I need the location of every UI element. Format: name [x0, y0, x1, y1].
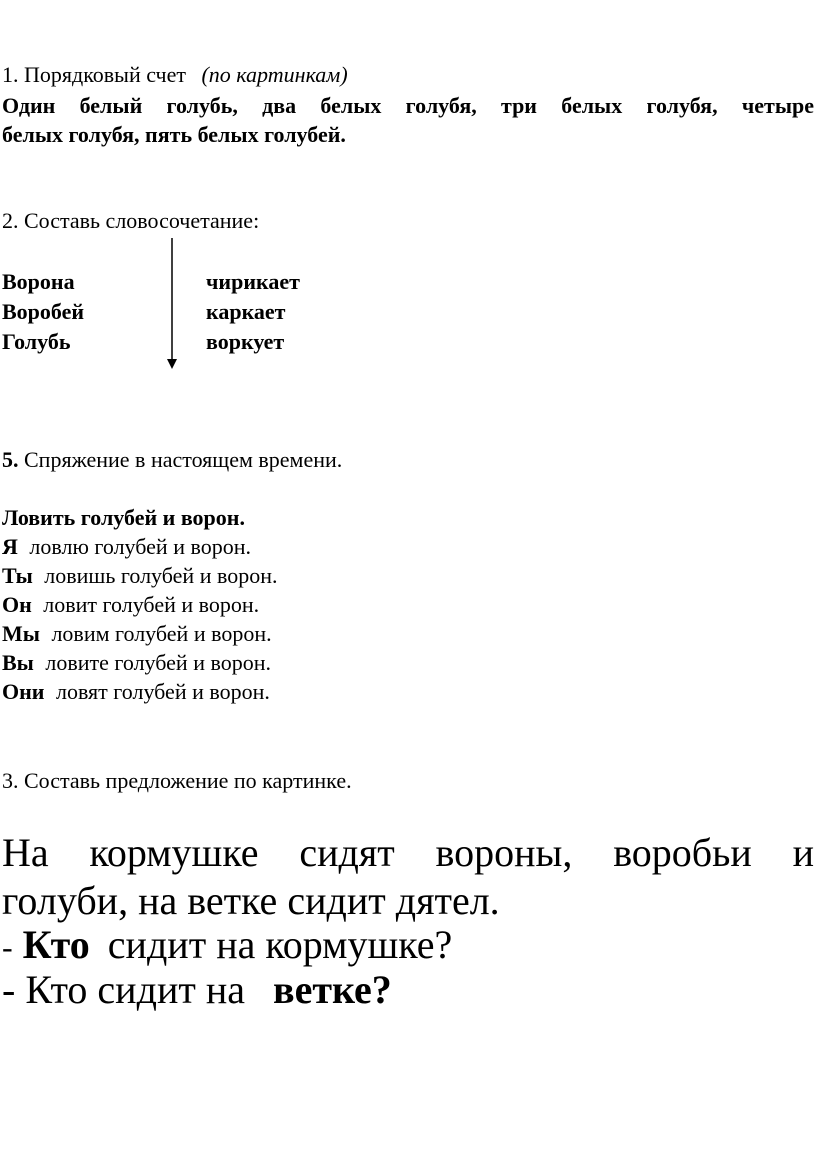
- down-arrow-icon: [164, 238, 180, 370]
- question-2-start: - Кто сидит на: [2, 967, 245, 1012]
- conjugation-phrase: ловит голубей и ворон.: [43, 592, 260, 617]
- conjugation-phrase: ловите голубей и ворон.: [45, 650, 271, 675]
- sentence-line2: голуби, на ветке сидит дятел.: [2, 878, 500, 923]
- conjugation-pronoun: Мы: [2, 621, 40, 646]
- section3-heading: 3. Составь предложение по картинке.: [2, 768, 352, 793]
- section1-text-line1: Один белый голубь, два белых голубя, три белых голубя, четыре: [2, 93, 814, 118]
- conjugation-row: [2, 681, 270, 703]
- section2-left-word-2: Воробей: [2, 299, 85, 324]
- question-1-bold: Кто: [22, 922, 90, 967]
- section2-left-word-3: Голубь: [2, 329, 71, 354]
- conjugation-pronoun: Вы: [2, 650, 34, 675]
- question-1-rest: сидит на кормушке?: [107, 922, 453, 967]
- section5-heading: [2, 449, 342, 471]
- conjugation-row: [2, 565, 277, 587]
- question-2-bold: ветке?: [273, 967, 392, 1012]
- conjugation-phrase: ловят голубей и ворон.: [55, 679, 270, 704]
- question-2: [2, 967, 392, 1012]
- section1-note: (по картинкам): [201, 62, 348, 87]
- section5-number: 5.: [2, 447, 19, 472]
- conjugation-pronoun: Он: [2, 592, 32, 617]
- section2-right-word-2: каркает: [206, 299, 286, 324]
- conjugation-phrase: ловишь голубей и ворон.: [44, 563, 278, 588]
- conjugation-pronoun: Они: [2, 679, 45, 704]
- section1-number: 1.: [2, 62, 19, 87]
- conjugation-row: [2, 652, 271, 674]
- conjugation-pronoun: Ты: [2, 563, 33, 588]
- conjugation-row: [2, 536, 251, 558]
- question-dash: -: [2, 929, 13, 965]
- section2-heading: 2. Составь словосочетание:: [2, 208, 260, 233]
- conjugation-row: [2, 594, 259, 616]
- section2-right-word-3: воркует: [206, 329, 285, 354]
- conjugation-phrase: ловлю голубей и ворон.: [29, 534, 251, 559]
- section2-right-word-1: чирикает: [206, 269, 300, 294]
- section5-title: Спряжение в настоящем времени.: [24, 447, 343, 472]
- section2-left-word-1: Ворона: [2, 269, 75, 294]
- conjugation-title: Ловить голубей и ворон.: [2, 505, 245, 530]
- section1-text-line2: белых голубя, пять белых голубей.: [2, 122, 346, 147]
- section1-title: Порядковый счет: [24, 62, 186, 87]
- section1-heading: [2, 64, 348, 86]
- sentence-line1: На кормушке сидят вороны, воробьи и: [2, 830, 814, 875]
- conjugation-pronoun: Я: [2, 534, 18, 559]
- question-1: [2, 922, 453, 967]
- conjugation-row: [2, 623, 272, 645]
- conjugation-phrase: ловим голубей и ворон.: [51, 621, 272, 646]
